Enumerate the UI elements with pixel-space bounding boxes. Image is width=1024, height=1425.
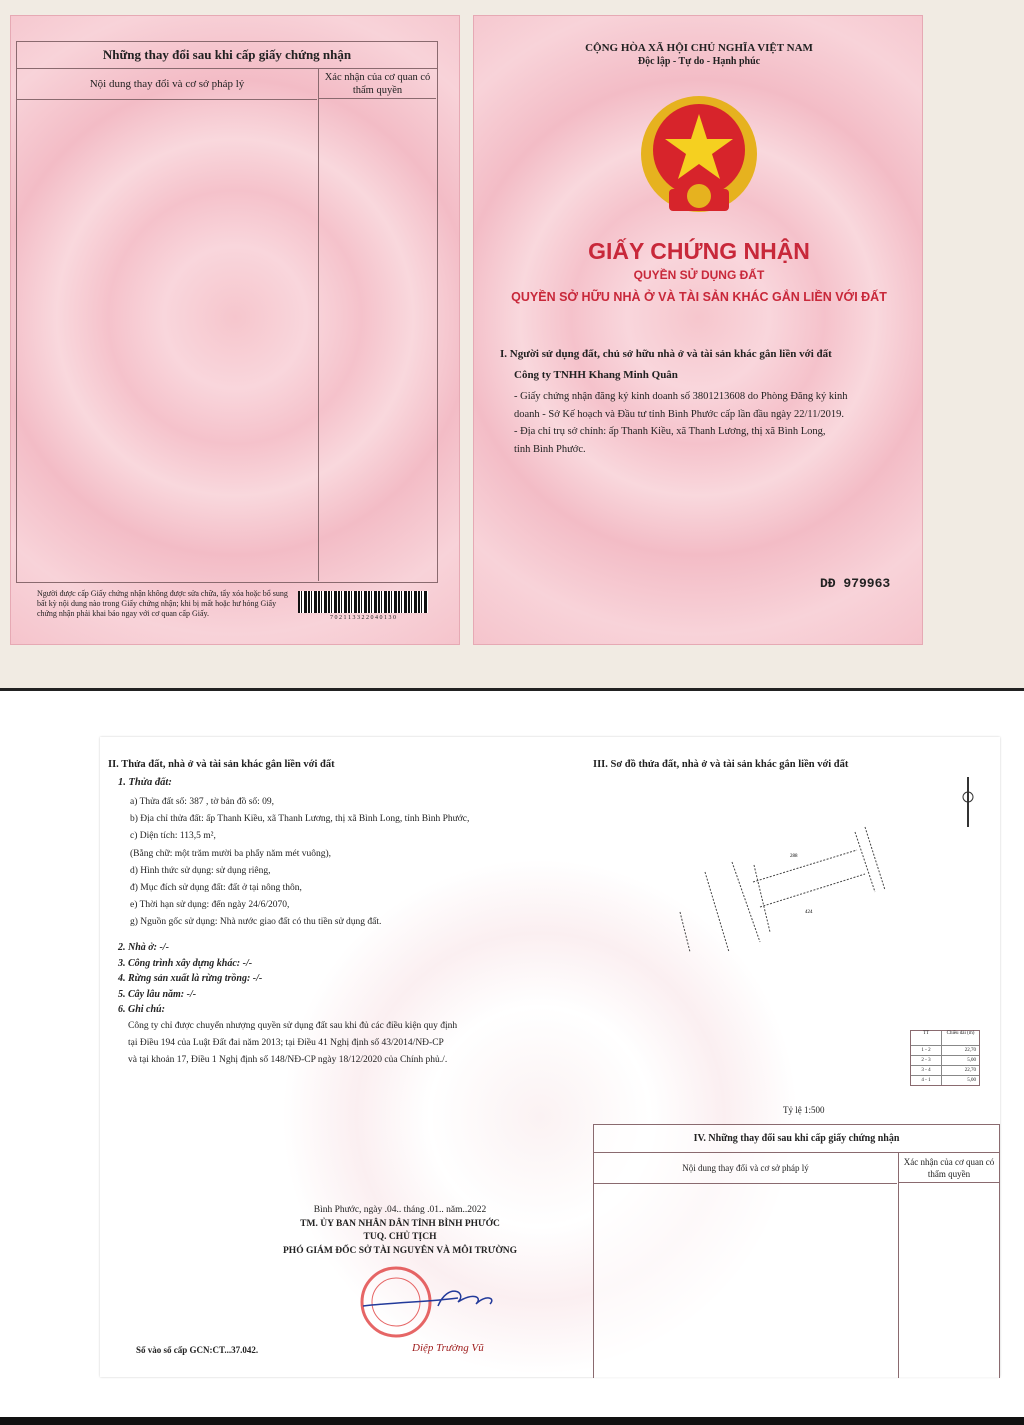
country-name: CỘNG HÒA XÃ HỘI CHỦ NGHĨA VIỆT NAM bbox=[585, 42, 813, 54]
map-label-south: 424 bbox=[805, 910, 813, 915]
col-confirm-header: Xác nhận của cơ quan có thẩm quyền bbox=[318, 69, 436, 99]
barcode bbox=[298, 591, 428, 613]
usage-term: e) Thời hạn sử dụng: đến ngày 24/6/2070, bbox=[130, 900, 290, 911]
note-line: Công ty chỉ được chuyển nhượng quyền sử dụng đất sau khi đủ các điều kiện quy định bbox=[128, 1021, 458, 1031]
edge-row bbox=[911, 1066, 979, 1076]
owner-detail-line: - Địa chỉ trụ sở chính: ấp Thanh Kiều, xã Thanh Lương, thị xã Bình Long, bbox=[514, 426, 826, 437]
map-scale: Tỷ lệ 1:500 bbox=[783, 1105, 825, 1115]
parcel-map bbox=[660, 772, 980, 952]
notes-text bbox=[128, 1018, 457, 1069]
edge-id: 4 - 1 bbox=[911, 1076, 942, 1085]
certificate-back-cover bbox=[10, 15, 460, 645]
sign-title: PHÓ GIÁM ĐỐC SỞ TÀI NGUYÊN VÀ MÔI TRƯỜNG bbox=[283, 1245, 517, 1256]
house-item: 2. Nhà ở: -/- bbox=[118, 942, 169, 953]
section-4-heading: IV. Những thay đổi sau khi cấp giấy chứng nhận bbox=[594, 1125, 999, 1153]
land-parcel-heading: 1. Thửa đất: bbox=[118, 777, 172, 788]
parcel-area-words: (Bằng chữ: một trăm mười ba phẩy năm mét vuông), bbox=[130, 848, 332, 859]
sign-on-behalf: TUQ. CHỦ TỊCH bbox=[363, 1232, 437, 1242]
other-assets bbox=[118, 940, 262, 1018]
edge-row bbox=[911, 1076, 979, 1085]
edge-length: 5,00 bbox=[967, 1078, 976, 1083]
changes-table-2 bbox=[593, 1124, 1000, 1378]
edge-id: 3 - 4 bbox=[911, 1066, 942, 1075]
column-divider bbox=[318, 99, 319, 581]
owner-detail-line: - Giấy chứng nhận đăng ký kinh doanh số 3801213608 do Phòng Đăng ký kinh bbox=[514, 391, 848, 402]
column-divider bbox=[898, 1183, 899, 1378]
north-arrow-icon bbox=[963, 777, 973, 827]
sign-date: Bình Phước, ngày .04.. tháng .01.. năm..2022 bbox=[313, 1205, 487, 1215]
map-label-north: 288 bbox=[790, 854, 798, 859]
other-construction-item: 3. Công trình xây dựng khác: -/- bbox=[118, 957, 253, 969]
certificate-subtitle-2: QUYỀN SỞ HỮU NHÀ Ở VÀ TÀI SẢN KHÁC GẮN LIỀN VỚI ĐẤT bbox=[511, 290, 887, 304]
edge-id: 2 - 3 bbox=[911, 1056, 942, 1065]
notice-text: Người được cấp Giấy chứng nhận không được sửa chữa, tẩy xóa hoặc bổ sung bất kỳ nội dung nào trong Giấy chứng nhận; khi bị mất hoặc hư hỏng Giấy chứng nhận phải khai báo ngay với cơ quan cấp Giấy. bbox=[37, 589, 288, 618]
land-parcel-details bbox=[130, 794, 469, 932]
certificate-front-cover bbox=[473, 15, 923, 645]
perennial-item: 5. Cây lâu năm: -/- bbox=[118, 988, 197, 1000]
section-2-heading: II. Thửa đất, nhà ở và tài sản khác gắn liền với đất bbox=[108, 759, 335, 770]
barcode-number: 7 0 2 1 1 3 3 2 2 0 4 0 1 3 0 bbox=[330, 615, 396, 621]
changes-table bbox=[16, 41, 438, 583]
usage-form: d) Hình thức sử dụng: sử dụng riêng, bbox=[130, 865, 271, 876]
owner-name: Công ty TNHH Khang Minh Quân bbox=[514, 369, 678, 381]
motto: Độc lập - Tự do - Hạnh phúc bbox=[637, 56, 761, 67]
edge-header: TT bbox=[911, 1031, 942, 1045]
edge-row bbox=[911, 1056, 979, 1066]
edge-length: 5,00 bbox=[967, 1058, 976, 1063]
col-content-header: Nội dung thay đổi và cơ sở pháp lý bbox=[17, 69, 317, 100]
forest-item: 4. Rừng sản xuất là rừng trồng: -/- bbox=[118, 973, 263, 984]
certificate-subtitle-1: QUYỀN SỬ DỤNG ĐẤT bbox=[633, 268, 765, 282]
certificate-title: GIẤY CHỨNG NHẬN bbox=[588, 238, 810, 264]
parcel-address: b) Địa chỉ thửa đất: ấp Thanh Kiều, xã Thanh Lương, thị xã Bình Long, tỉnh Bình Phước, bbox=[130, 814, 470, 825]
col-content-header: Nội dung thay đổi và cơ sở pháp lý bbox=[594, 1153, 897, 1184]
note-line: và tại khoản 17, Điều 1 Nghị định số 148/NĐ-CP ngày 18/12/2020 của Chính phủ./. bbox=[128, 1055, 448, 1065]
edge-length: 22,70 bbox=[964, 1048, 976, 1053]
official-stamp bbox=[358, 1262, 508, 1347]
parcel-number: a) Thửa đất số: 387 , tờ bản đồ số: 09, bbox=[130, 797, 275, 807]
notes-heading: 6. Ghi chú: bbox=[118, 1004, 165, 1015]
section-1-heading: I. Người sử dụng đất, chủ sở hữu nhà ở và tài sản khác gắn liền với đất bbox=[500, 348, 832, 360]
edge-length: 22,70 bbox=[964, 1068, 976, 1073]
certificate-inner-page bbox=[100, 737, 1000, 1377]
note-line: tại Điều 194 của Luật Đất đai năm 2013; tại Điều 41 Nghị định số 43/2014/NĐ-CP bbox=[128, 1038, 444, 1048]
usage-purpose: đ) Mục đích sử dụng đất: đất ở tại nông thôn, bbox=[130, 883, 302, 894]
usage-origin: g) Nguồn gốc sử dụng: Nhà nước giao đất có thu tiền sử dụng đất. bbox=[130, 917, 382, 928]
length-header: Chiều dài (m) bbox=[946, 1031, 975, 1036]
parcel-area: c) Diện tích: 113,5 m², bbox=[130, 831, 216, 842]
sign-authority: TM. ỦY BAN NHÂN DÂN TỈNH BÌNH PHƯỚC bbox=[300, 1218, 500, 1229]
edge-row bbox=[911, 1046, 979, 1056]
edge-length-table bbox=[910, 1030, 980, 1086]
section-3-heading: III. Sơ đồ thửa đất, nhà ở và tài sản khác gắn liền với đất bbox=[593, 759, 849, 770]
registry-number: Số vào sổ cấp GCN:CT...37.042. bbox=[136, 1345, 259, 1355]
signer-name: Diệp Trường Vũ bbox=[412, 1342, 484, 1354]
owner-details bbox=[514, 388, 848, 458]
serial-number: DĐ 979963 bbox=[820, 576, 891, 591]
owner-detail-line: doanh - Sở Kế hoạch và Đầu tư tỉnh Bình Phước cấp lần đầu ngày 22/11/2019. bbox=[514, 408, 845, 420]
national-emblem-icon bbox=[637, 94, 761, 219]
changes-table-title: Những thay đổi sau khi cấp giấy chứng nhận bbox=[17, 42, 437, 69]
owner-detail-line: tỉnh Bình Phước. bbox=[514, 443, 586, 455]
signature-block bbox=[250, 1204, 550, 1258]
edge-id: 1 - 2 bbox=[911, 1046, 942, 1055]
bottom-bar bbox=[0, 1417, 1024, 1425]
col-confirm-header: Xác nhận của cơ quan có thẩm quyền bbox=[898, 1153, 999, 1183]
